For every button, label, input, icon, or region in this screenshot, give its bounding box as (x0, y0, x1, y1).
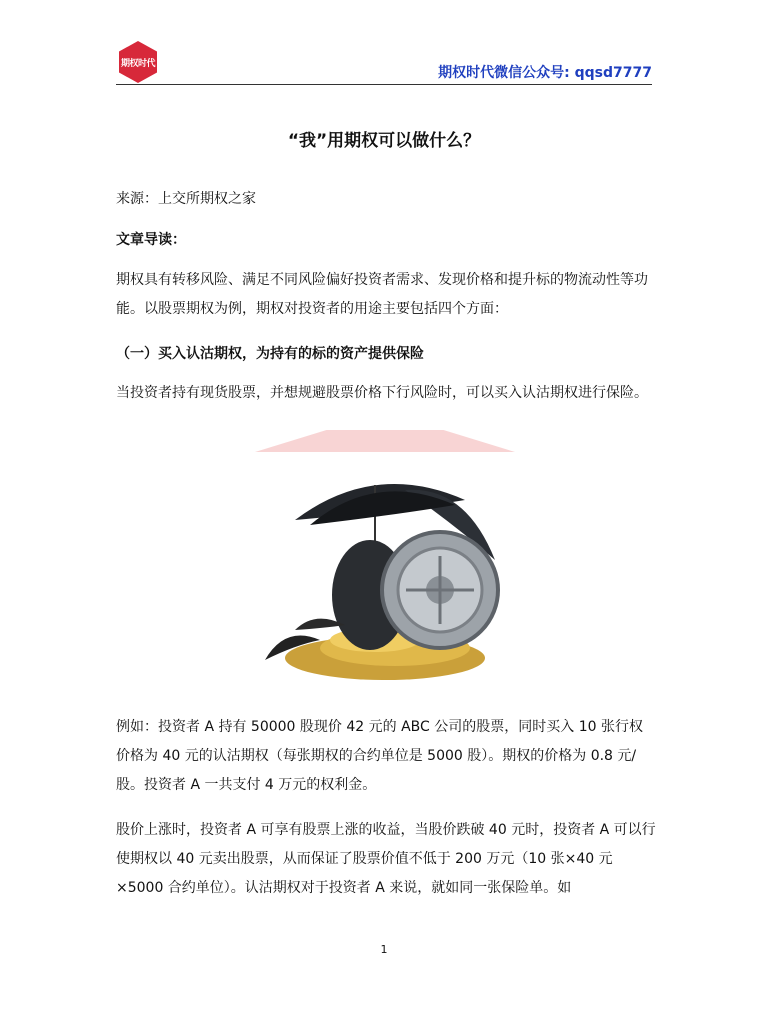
wechat-account-label: 期权时代微信公众号: qqsd7777 (438, 65, 652, 81)
section-heading-1: （一）买入认沽期权，为持有的标的资产提供保险 (116, 346, 424, 362)
page-title: “我”用期权可以做什么？ (287, 131, 481, 151)
source-line: 来源：上交所期权之家 (116, 191, 256, 207)
section1-paragraph: 当投资者持有现货股票，并想规避股票价格下行风险时，可以买入认沽期权进行保险。 (116, 385, 648, 401)
price-rise-paragraph: 股价上涨时，投资者 A 可享有股票上涨的收益，当股价跌破 40 元时，投资者 A 可以行使期权以 40 元卖出股票，从而保证了股票价值不低于 200 万元（10 张×40 元×5000 合约单位）。认沽期权对于投资者 A 来说，就如同一张保险单。如 (116, 822, 656, 896)
logo-text: 期权时代 (120, 58, 155, 69)
brand-logo (116, 40, 160, 84)
guide-heading: 文章导读： (116, 232, 186, 248)
intro-paragraph: 期权具有转移风险、满足不同风险偏好投资者需求、发现价格和提升标的物流动性等功能。以股票期权为例，期权对投资者的用途主要包括四个方面： (116, 272, 648, 317)
example-paragraph: 例如：投资者 A 持有 50000 股现价 42 元的 ABC 公司的股票，同时买入 10 张行权价格为 40 元的认沽期权（每张期权的合约单位是 5000 股）。期权的价格为 0.8 元/股。投资者 A 一共支付 4 万元的权利金。 (116, 719, 643, 793)
page-number: 1 (380, 943, 388, 956)
umbrella-vault-image (255, 430, 515, 685)
umbrella-vault-illustration (255, 430, 515, 685)
header-divider (116, 84, 652, 85)
